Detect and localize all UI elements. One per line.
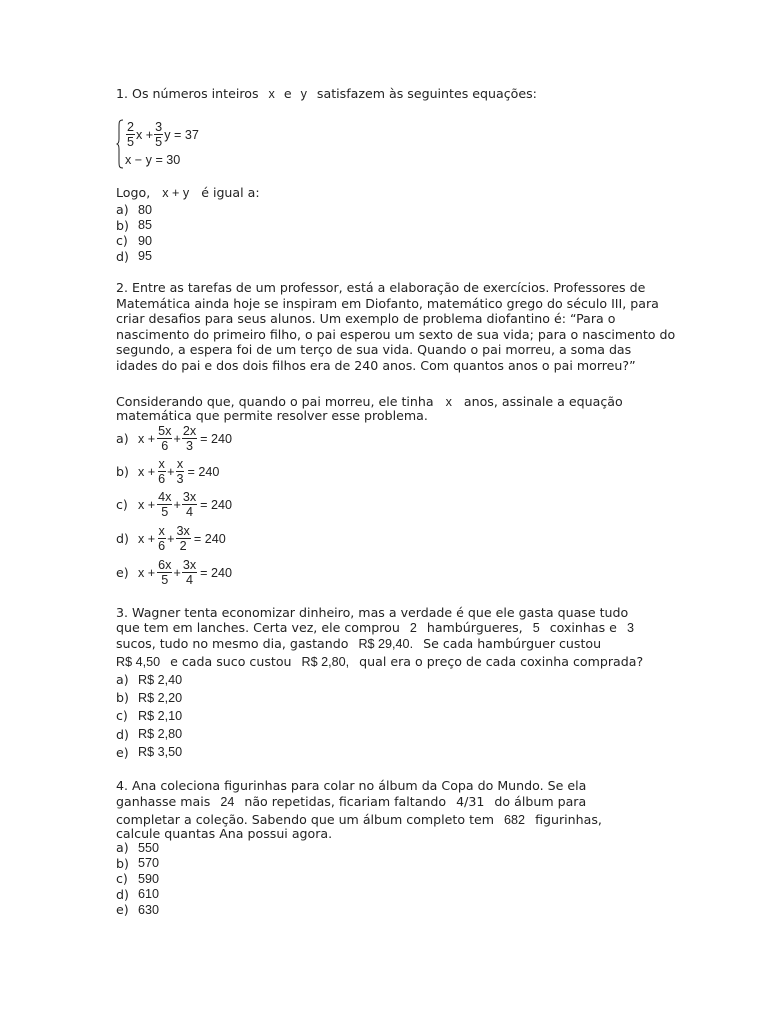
- option-value: 590: [138, 871, 160, 886]
- q1-eq1-frac2: $\frac{3}{5}$: [155, 120, 163, 149]
- fraction-numerator: 5x: [158, 424, 172, 438]
- option-label: b): [116, 464, 129, 479]
- q1-logo-line: [116, 185, 260, 202]
- q3-total: R$ 29,40.: [358, 637, 414, 651]
- option-value: R$ 2,20: [138, 690, 183, 705]
- q1-option-d[interactable]: [116, 249, 152, 264]
- q3-line3: [116, 636, 601, 653]
- option-tail: = 240: [200, 431, 233, 446]
- q2-option-c[interactable]: [116, 490, 232, 519]
- option-label: a): [116, 840, 129, 855]
- fraction-denominator: 5: [161, 505, 169, 519]
- q3-suco-price: R$ 2,80,: [301, 655, 350, 669]
- fraction-denominator: 4: [185, 573, 193, 587]
- q4-l2b: não repetidas, ficariam faltando: [244, 794, 447, 809]
- q2-consider-a: Considerando que, quando o pai morreu, ele tinha: [116, 394, 434, 409]
- option-value: R$ 2,40: [138, 672, 183, 687]
- option-label: b): [116, 217, 129, 233]
- option-label: d): [116, 726, 129, 742]
- option-lead: x +: [138, 531, 156, 546]
- q1-var-x: x: [268, 87, 275, 101]
- option-fraction-2: [176, 457, 185, 486]
- q4-l2a: ganhasse mais: [116, 794, 211, 809]
- option-lead: x +: [138, 497, 156, 512]
- q4-l3a: completar a coleção. Sabendo que um álbum completo tem: [116, 812, 495, 827]
- q4-l2c: do álbum para: [494, 794, 587, 809]
- q4-l3b: figurinhas,: [535, 812, 602, 827]
- option-value: R$ 2,80: [138, 727, 183, 742]
- q1-equation-1: [125, 120, 199, 149]
- q3-l1: Wagner tenta economizar dinheiro, mas a verdade é que ele gasta quase tudo: [132, 605, 629, 620]
- fraction-numerator: 3x: [182, 490, 197, 504]
- q3-n5: 5: [532, 621, 540, 635]
- q3-l3a: sucos, tudo no mesmo dia, gastando: [116, 636, 349, 651]
- option-operator: +: [173, 497, 181, 512]
- fraction-denominator: 4: [185, 505, 193, 519]
- option-value: 95: [138, 249, 153, 263]
- fraction-numerator: 6x: [158, 558, 172, 572]
- option-lead: x +: [138, 431, 156, 446]
- option-fraction-1: [157, 490, 172, 519]
- q4-n24: 24: [220, 795, 235, 809]
- q1-conj: e: [283, 86, 292, 101]
- q3-option-b[interactable]: [116, 690, 182, 705]
- q1-logo: Logo,: [116, 185, 151, 200]
- option-label: b): [116, 690, 129, 706]
- option-operator: +: [173, 565, 181, 580]
- fraction-numerator: x: [176, 457, 184, 471]
- option-fraction-1: [157, 524, 166, 553]
- option-value: 630: [138, 902, 160, 917]
- q1-number: 1.: [116, 86, 129, 101]
- option-fraction-1: [157, 424, 172, 453]
- q1-stem-a: Os números inteiros: [132, 86, 259, 101]
- option-label: e): [116, 565, 129, 580]
- option-label: c): [116, 497, 128, 512]
- q4-frac: 4/31: [456, 794, 485, 809]
- q1-expr: x + y: [162, 186, 190, 200]
- q3-l2b: hambúrgueres,: [426, 620, 523, 635]
- option-value: 85: [138, 218, 153, 232]
- option-operator: +: [173, 431, 181, 446]
- q4-option-b[interactable]: [116, 856, 159, 871]
- fraction-denominator: 3: [176, 472, 184, 486]
- q4-option-c[interactable]: [116, 871, 159, 886]
- q2-consider-var: x: [445, 395, 452, 409]
- option-operator: +: [167, 464, 175, 479]
- fraction-numerator: x: [158, 457, 165, 471]
- q1-stem: [116, 86, 537, 103]
- option-value: 610: [138, 887, 160, 902]
- option-value: 570: [138, 856, 160, 871]
- option-label: e): [116, 744, 129, 760]
- option-operator: +: [167, 531, 175, 546]
- option-tail: = 240: [187, 464, 220, 479]
- fraction-denominator: 2: [179, 539, 187, 553]
- option-lead: x +: [138, 565, 156, 580]
- option-label: d): [116, 531, 129, 546]
- q3-hamb-price: R$ 4,50: [116, 655, 161, 669]
- q3-number: 3.: [116, 605, 129, 620]
- q3-l4a: e cada suco custou: [170, 654, 292, 669]
- q3-l2c: coxinhas e: [549, 620, 617, 635]
- option-fraction-1: [157, 457, 166, 486]
- q1-eq1-frac1: $\frac{2}{5}$: [127, 120, 135, 149]
- q4-option-a[interactable]: [116, 840, 159, 855]
- q4-l1: Ana coleciona figurinhas para colar no álbum da Copa do Mundo. Se ela: [132, 778, 587, 793]
- option-label: d): [116, 248, 129, 264]
- q2-number: 2.: [116, 280, 129, 295]
- q2-option-a[interactable]: [116, 424, 232, 453]
- q4-line2: [116, 794, 586, 811]
- option-label: c): [116, 708, 128, 724]
- q3-option-d[interactable]: [116, 727, 182, 742]
- q4-option-e[interactable]: [116, 902, 159, 917]
- option-label: a): [116, 672, 129, 687]
- q1-equation-2: x − y = 30: [125, 153, 181, 167]
- option-tail: = 240: [200, 565, 233, 580]
- q3-l3b: Se cada hambúrguer custou: [423, 636, 602, 651]
- option-lead: x +: [138, 464, 156, 479]
- option-label: c): [116, 233, 128, 248]
- q2-body: Entre as tarefas de um professor, está a elaboração de exercícios. Professores de Matemática ainda hoje se inspiram em Diofanto, matemático grego do século III, para criar desafios para seus alunos. Um exemplo de problema diofantino é: “Para o nascimento do primeiro filho, o pai esperou um sexto de sua vida; para o nascimento do segundo, a espera foi de um terço de sua vida. Quando o pai morreu, a soma das idades do pai e dos dois filhos era de 240 anos. Com quantos anos o pai morreu?”: [116, 280, 676, 373]
- q3-l4b: qual era o preço de cada coxinha comprada?: [359, 654, 644, 669]
- q1-stem-b: satisfazem às seguintes equações:: [316, 86, 537, 101]
- q3-option-a[interactable]: [116, 672, 182, 687]
- option-label: a): [116, 431, 129, 446]
- option-value: 90: [138, 233, 153, 248]
- q2-option-b[interactable]: [116, 457, 219, 486]
- option-value: 80: [138, 202, 153, 217]
- option-fraction-2: [176, 524, 191, 553]
- q1-eq1-term1: x +: [136, 127, 154, 142]
- fraction-numerator: 4x: [158, 490, 172, 504]
- fraction-numerator: 3x: [176, 524, 190, 538]
- q3-line1: [116, 605, 628, 621]
- q2-option-e[interactable]: [116, 558, 232, 587]
- option-fraction-2: [182, 424, 197, 453]
- q1-igual: é igual a:: [201, 185, 260, 200]
- option-value: 550: [138, 840, 160, 855]
- q4-n682: 682: [504, 813, 526, 827]
- q4-option-d[interactable]: [116, 887, 159, 902]
- fraction-denominator: 5: [161, 573, 169, 587]
- system-brace-icon: [116, 119, 124, 169]
- fraction-denominator: 6: [158, 472, 166, 486]
- q3-option-c[interactable]: [116, 708, 182, 723]
- fraction-denominator: 6: [158, 539, 166, 553]
- q3-n3: 3: [626, 621, 634, 635]
- q3-l2a: que tem em lanches. Certa vez, ele comprou: [116, 620, 400, 635]
- option-value: R$ 3,50: [138, 745, 183, 760]
- q1-eq1-term2: y = 37: [164, 127, 199, 142]
- q4-line1: [116, 778, 586, 794]
- option-fraction-2: [182, 558, 197, 587]
- option-label: b): [116, 855, 129, 871]
- option-tail: = 240: [193, 531, 226, 546]
- option-label: a): [116, 202, 129, 217]
- option-tail: = 240: [200, 497, 233, 512]
- option-fraction-1: [157, 558, 172, 587]
- q2-option-d[interactable]: [116, 524, 226, 553]
- fraction-denominator: 3: [185, 439, 193, 453]
- q1-var-y: y: [300, 87, 307, 101]
- q4-line4: calcule quantas Ana possui agora.: [116, 826, 333, 841]
- q3-line2: [116, 620, 634, 637]
- q1-option-a[interactable]: [116, 202, 152, 217]
- q4-number: 4.: [116, 778, 129, 793]
- option-label: d): [116, 886, 129, 902]
- fraction-numerator: 2x: [182, 424, 197, 438]
- q3-n2: 2: [409, 621, 417, 635]
- option-label: e): [116, 902, 129, 918]
- fraction-denominator: 6: [161, 439, 169, 453]
- q2-text: [116, 280, 676, 373]
- option-fraction-2: [182, 490, 197, 519]
- q3-line4: [116, 654, 643, 671]
- q2-consider-b: anos, assinale a equação: [463, 394, 623, 409]
- q2-consider-line2: matemática que permite resolver esse problema.: [116, 408, 428, 423]
- q3-option-e[interactable]: [116, 745, 182, 760]
- option-value: R$ 2,10: [138, 708, 183, 723]
- option-label: c): [116, 871, 128, 887]
- q1-option-c[interactable]: [116, 233, 152, 248]
- fraction-numerator: x: [158, 524, 165, 538]
- fraction-numerator: 3x: [182, 558, 197, 572]
- q1-option-b[interactable]: [116, 218, 152, 233]
